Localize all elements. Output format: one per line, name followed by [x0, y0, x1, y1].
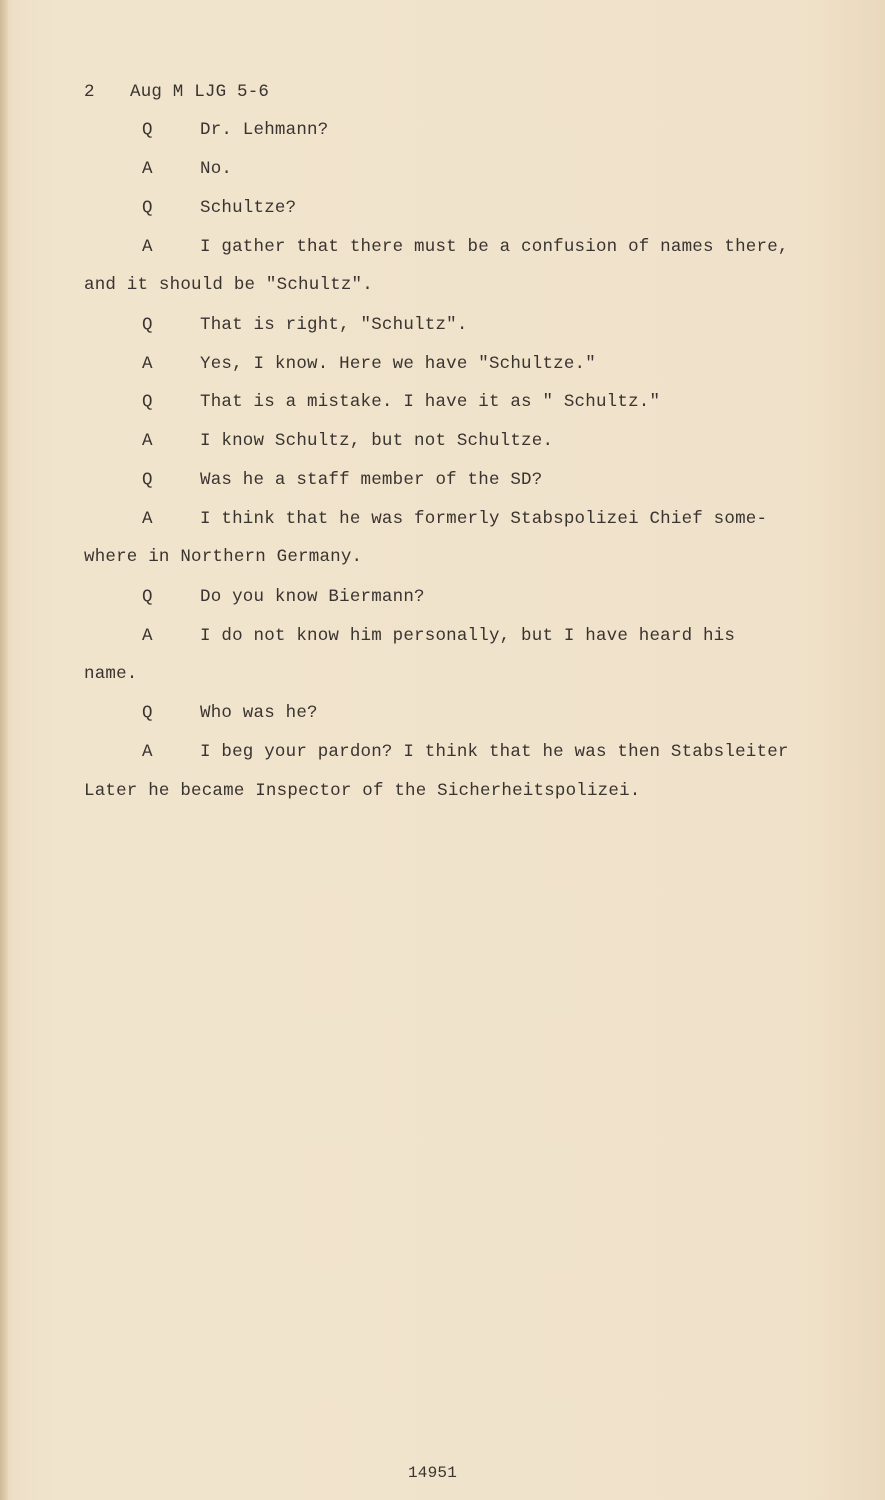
transcript-line: I gather that there must be a confusion of names there, — [200, 237, 789, 257]
transcript-line: That is right, "Schultz". — [200, 315, 468, 335]
speaker-label: Q — [142, 120, 153, 140]
transcript-line: I do not know him personally, but I have heard his — [200, 626, 736, 646]
speaker-label: A — [142, 354, 153, 374]
transcript-continuation: name. — [84, 664, 138, 684]
transcript-continuation: Later he became Inspector of the Sicherheitspolizei. — [84, 781, 641, 801]
transcript-line: Do you know Biermann? — [200, 587, 425, 607]
transcript-line: I beg your pardon? I think that he was then Stabsleiter — [200, 742, 789, 762]
speaker-label: Q — [142, 587, 153, 607]
transcript-continuation: where in Northern Germany. — [84, 547, 363, 567]
transcript-continuation: and it should be "Schultz". — [84, 275, 373, 295]
speaker-label: A — [142, 237, 153, 257]
speaker-label: Q — [142, 470, 153, 490]
document-reference: Aug M LJG 5-6 — [130, 82, 270, 102]
transcript-line: No. — [200, 159, 233, 179]
speaker-label: Q — [142, 703, 153, 723]
speaker-label: A — [142, 159, 153, 179]
transcript-line: That is a mistake. I have it as " Schultz." — [200, 392, 661, 412]
transcript-line: Schultze? — [200, 198, 297, 218]
page-stamp: 14951 — [408, 1464, 458, 1482]
page-number: 2 — [84, 82, 95, 102]
transcript-line: Dr. Lehmann? — [200, 120, 329, 140]
transcript-line: Yes, I know. Here we have "Schultze." — [200, 354, 596, 374]
paper-edge — [0, 0, 8, 1500]
speaker-label: Q — [142, 392, 153, 412]
transcript-line: I know Schultz, but not Schultze. — [200, 431, 554, 451]
transcript-line: Was he a staff member of the SD? — [200, 470, 543, 490]
speaker-label: A — [142, 509, 153, 529]
speaker-label: A — [142, 742, 153, 762]
speaker-label: A — [142, 431, 153, 451]
speaker-label: A — [142, 626, 153, 646]
speaker-label: Q — [142, 198, 153, 218]
speaker-label: Q — [142, 315, 153, 335]
transcript-line: Who was he? — [200, 703, 318, 723]
transcript-line: I think that he was formerly Stabspolizei Chief some- — [200, 509, 768, 529]
